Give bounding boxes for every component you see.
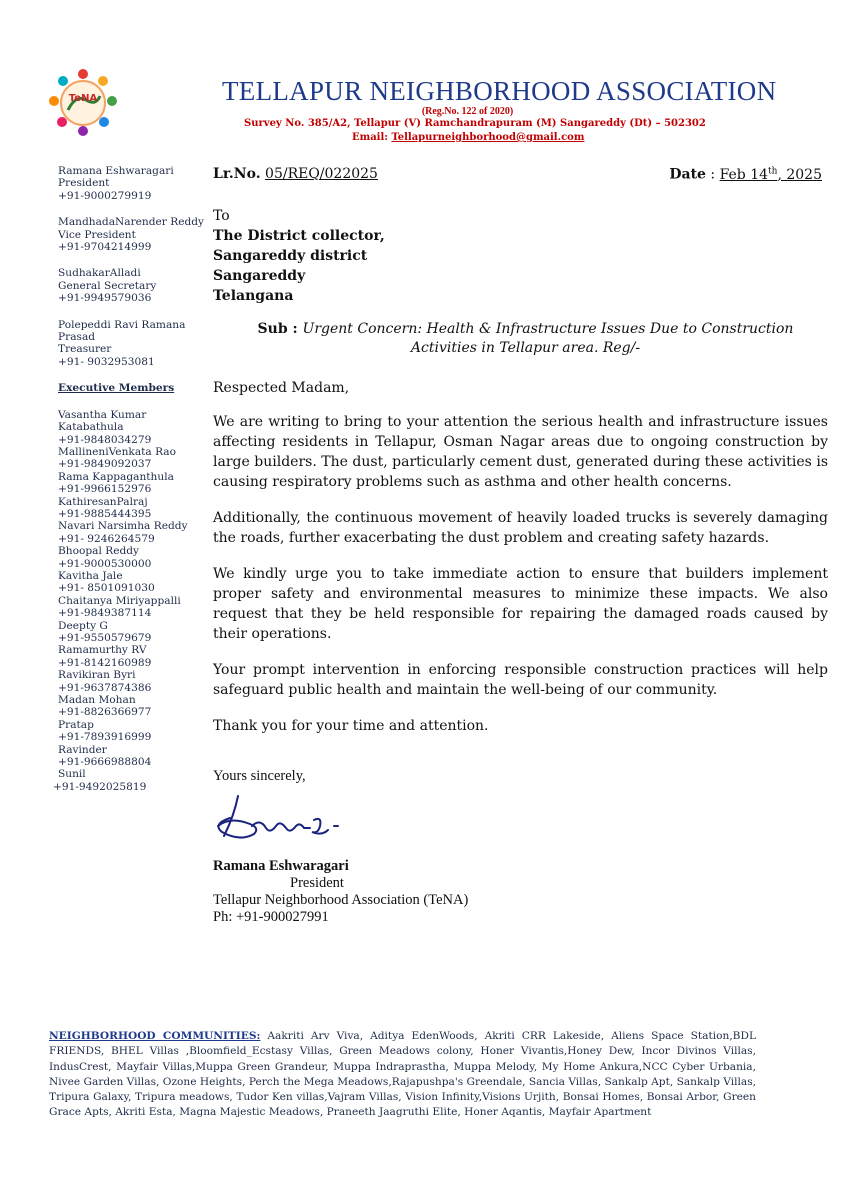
letter-date <box>669 166 822 183</box>
member-entry <box>53 768 203 793</box>
tena-logo <box>46 66 120 140</box>
signature-block <box>213 858 468 926</box>
officer-name: MandhadaNarender Reddy <box>58 216 205 229</box>
member-phone: +91-9848034279 <box>58 433 152 446</box>
officer-entry <box>58 216 203 253</box>
member-name-cont: Katabathula <box>58 421 124 434</box>
member-name: Ravikiran Byri <box>58 669 136 682</box>
body-paragraph: We kindly urge you to take immediate action to ensure that builders implement proper safety and environmental measures to minimize these impacts. We also request that they be held responsible for repairing the damaged roads caused by their operations. <box>213 566 828 642</box>
date-separator: : <box>705 166 720 183</box>
subject-line-2 <box>223 339 828 358</box>
org-email-line <box>352 132 584 143</box>
officer-entry <box>58 267 203 304</box>
member-name: Ramamurthy RV <box>58 644 147 657</box>
member-name: Kavitha Jale <box>58 569 123 582</box>
letter-number <box>213 166 378 182</box>
letter-body <box>213 166 828 736</box>
officer-role: General Secretary <box>58 279 157 292</box>
officer-name: Ramana Eshwaragari <box>58 165 174 177</box>
member-entry <box>58 644 203 669</box>
officer-phone: +91-9949579036 <box>58 292 152 305</box>
subject-text-1: Urgent Concern: Health & Infrastructure Issues Due to Construction <box>302 321 794 337</box>
signatory-role: President <box>290 875 344 891</box>
member-entry <box>58 595 203 620</box>
date-year: , 2025 <box>777 166 822 183</box>
recipient-line: Sangareddy district <box>213 248 368 264</box>
member-phone: +91-9492025819 <box>53 780 147 793</box>
member-entry <box>58 570 203 595</box>
member-entry <box>58 446 203 471</box>
member-phone: +91-8142160989 <box>58 656 152 669</box>
member-entry <box>58 409 203 446</box>
officer-name: Polepeddi Ravi Ramana <box>58 318 186 331</box>
member-entry <box>58 520 203 545</box>
member-name: Navari Narsimha Reddy <box>58 520 188 533</box>
org-registration: (Reg.No. 122 of 2020) <box>421 106 514 117</box>
member-entry <box>58 719 203 744</box>
member-phone: +91-9849092037 <box>58 458 152 471</box>
member-name: Sunil <box>58 768 86 781</box>
org-email-link[interactable]: Tellapurneighborhood@gmail.com <box>391 132 585 143</box>
signatory-phone: Ph: +91-900027991 <box>213 909 329 925</box>
member-name: Ravinder <box>58 743 107 756</box>
recipient-line: The District collector, <box>213 228 385 244</box>
member-phone: +91-9000530000 <box>58 557 152 570</box>
to-label: To <box>213 208 230 224</box>
subject-text-2: Activities in Tellapur area. Reg/- <box>410 340 641 356</box>
member-name: KathiresanPalraj <box>58 495 148 508</box>
signatory-name: Ramana Eshwaragari <box>213 858 349 874</box>
subject-block <box>213 320 828 358</box>
member-entry <box>58 744 203 769</box>
member-phone: +91- 9246264579 <box>58 532 155 545</box>
member-phone: +91-7893916999 <box>58 731 152 744</box>
officer-role: Treasurer <box>58 343 112 356</box>
date-suffix: th <box>768 166 778 176</box>
officer-phone: +91- 9032953081 <box>58 355 155 368</box>
subject-line-1 <box>223 320 828 339</box>
member-name: Madan Mohan <box>58 694 136 707</box>
member-phone: +91-9666988804 <box>58 756 152 769</box>
recipient-line: Sangareddy <box>213 268 306 284</box>
member-phone: +91-9550579679 <box>58 632 152 644</box>
body-paragraph: Thank you for your time and attention. <box>213 718 489 734</box>
officer-entry <box>58 319 203 369</box>
member-phone: +91-8826366977 <box>58 706 152 719</box>
officer-role: Vice President <box>58 228 136 241</box>
lr-value: 05/REQ/022025 <box>265 166 378 182</box>
member-name: Bhoopal Reddy <box>58 545 140 558</box>
member-name: Deepty G <box>58 619 108 632</box>
body-paragraph: Additionally, the continuous movement of heavily loaded trucks is severely damaging the roads, further exacerbating the dust problem and creating safety hazards. <box>213 510 828 546</box>
reference-row <box>213 166 828 186</box>
handwritten-signature <box>210 786 370 846</box>
date-month-day: Feb 14 <box>719 166 769 183</box>
org-address: Survey No. 385/A2, Tellapur (V) Ramchandrapuram (M) Sangareddy (Dt) – 502302 <box>244 118 706 129</box>
recipient-line: Telangana <box>213 288 294 304</box>
communities-heading: NEIGHBORHOOD COMMUNITIES: <box>49 1030 261 1042</box>
officer-phone: +91-9000279919 <box>58 189 152 202</box>
member-phone: +91-9885444395 <box>58 507 152 520</box>
communities-footer <box>49 1029 756 1121</box>
email-label: Email: <box>352 132 392 143</box>
executive-members-heading: Executive Members <box>58 382 175 395</box>
officer-role: President <box>58 177 110 190</box>
closing: Yours sincerely, <box>213 768 306 784</box>
member-entry <box>58 545 203 570</box>
member-phone: +91-9966152976 <box>58 483 152 496</box>
org-reg-line <box>0 106 849 117</box>
member-entry <box>58 496 203 521</box>
officer-phone: +91-9704214999 <box>58 241 152 254</box>
officer-name: SudhakarAlladi <box>58 267 141 280</box>
officer-name-cont: Prasad <box>58 331 96 344</box>
recipient-block <box>213 206 828 306</box>
logo-text: TeNA <box>68 93 98 104</box>
date-value <box>720 167 822 183</box>
body-paragraph: Your prompt intervention in enforcing responsible construction practices will help safeguard public health and maintain the well-being of our community. <box>213 662 828 698</box>
member-phone: +91- 8501091030 <box>58 582 155 595</box>
communities-list: Aakriti Arv Viva, Aditya EdenWoods, Akriti CRR Lakeside, Aliens Space Station,BDL FRIENDS, BHEL Villas ,Bloomfield_Ecstasy Villas, Green Meadows colony, Honer Vivantis,Honey Dew, Incor Divinos Villas, IndusCrest, Mayfair Villas,Muppa Green Grandeur, Muppa Indraprastha, Muppa Melody, My Home Ankura,NCC Cyber Urbania, Nivee Garden Villas, Ozone Heights, Perch the Mega Meadows,Rajapushpa's Greendale, Sancia Villas, Sankalp Apt, Sankalp Villas, Tripura Galaxy, Tripura meadows, Tudor Ken villas,Vajram Villas, Vision Infinity,Visions Urjith, Bonsai Homes, Bonsai Arbor, Green Grace Apts, Akriti Esta, Magna Majestic Meadows, Praneeth Jaagruthi Elite, Honer Aqantis, Mayfair Apartment <box>49 1030 757 1119</box>
member-name: Chaitanya Miriyappalli <box>58 594 181 607</box>
body-paragraph: We are writing to bring to your attention the serious health and infrastructure issues affecting residents in Tellapur, Osman Nagar areas due to ongoing construction by large builders. The dust, particularly cement dust, generated during these activities is causing respiratory problems such as asthma and other health concerns. <box>213 414 828 490</box>
member-name: MallineniVenkata Rao <box>58 445 176 458</box>
member-phone: +91-9637874386 <box>58 681 152 694</box>
member-name: Pratap <box>58 718 94 731</box>
subject-label: Sub : <box>257 321 303 337</box>
org-title: TELLAPUR NEIGHBORHOOD ASSOCIATION <box>222 76 777 106</box>
lr-label: Lr.No. <box>213 166 261 182</box>
member-entry <box>58 471 203 496</box>
member-name: Rama Kappaganthula <box>58 470 174 483</box>
member-entry <box>58 620 203 645</box>
signatory-organization: Tellapur Neighborhood Association (TeNA) <box>213 892 469 908</box>
member-phone: +91-9849387114 <box>58 607 152 620</box>
member-entry <box>58 669 203 694</box>
sidebar <box>53 165 203 793</box>
date-label: Date <box>669 166 706 183</box>
salutation: Respected Madam, <box>213 380 350 396</box>
member-name: Vasantha Kumar <box>58 408 147 421</box>
officer-entry <box>58 165 203 202</box>
member-entry <box>58 694 203 719</box>
